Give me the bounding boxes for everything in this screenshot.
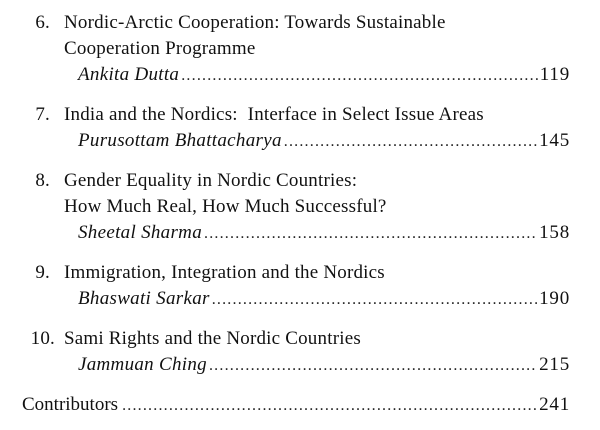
toc-entry-6[interactable] <box>22 10 570 89</box>
page-number: 241 <box>539 394 570 415</box>
chapter-title-continued: How Much Real, How Much Successful? <box>64 196 387 217</box>
toc-entry-9[interactable] <box>22 260 570 313</box>
chapter-title: Immigration, Integration and the Nordics <box>64 262 385 283</box>
page-number: 190 <box>539 288 570 309</box>
contributors-label: Contributors <box>22 394 119 415</box>
page-number: 119 <box>539 64 570 85</box>
table-of-contents <box>22 10 570 419</box>
chapter-number: 8. <box>35 170 50 191</box>
dot-leader <box>284 129 537 155</box>
chapter-title: India and the Nordics: Interface in Select Issue Areas <box>64 104 484 125</box>
dot-leader <box>204 221 537 247</box>
chapter-author: Purusottam Bhattacharya <box>78 130 282 151</box>
page-number: 145 <box>539 130 570 151</box>
chapter-title: Gender Equality in Nordic Countries: <box>64 170 358 191</box>
chapter-author: Ankita Dutta <box>78 64 180 85</box>
chapter-title: Nordic-Arctic Cooperation: Towards Sustainable <box>64 12 446 33</box>
page-number: 215 <box>539 354 570 375</box>
chapter-title: Sami Rights and the Nordic Countries <box>64 328 361 349</box>
toc-entry-10[interactable] <box>22 326 570 379</box>
chapter-author: Sheetal Sharma <box>78 222 202 243</box>
chapter-number: 6. <box>35 12 50 33</box>
page-number: 158 <box>539 222 570 243</box>
toc-entry-contributors[interactable] <box>22 392 570 419</box>
chapter-author: Bhaswati Sarkar <box>78 288 210 309</box>
chapter-number: 10. <box>30 328 55 349</box>
toc-entry-7[interactable] <box>22 102 570 155</box>
chapter-number: 9. <box>35 262 50 283</box>
toc-entry-8[interactable] <box>22 168 570 247</box>
chapter-title-continued: Cooperation Programme <box>64 38 256 59</box>
dot-leader <box>209 353 537 379</box>
dot-leader <box>212 287 537 313</box>
dot-leader <box>122 393 537 419</box>
dot-leader <box>181 63 538 89</box>
chapter-author: Jammuan Ching <box>78 354 207 375</box>
chapter-number: 7. <box>35 104 50 125</box>
